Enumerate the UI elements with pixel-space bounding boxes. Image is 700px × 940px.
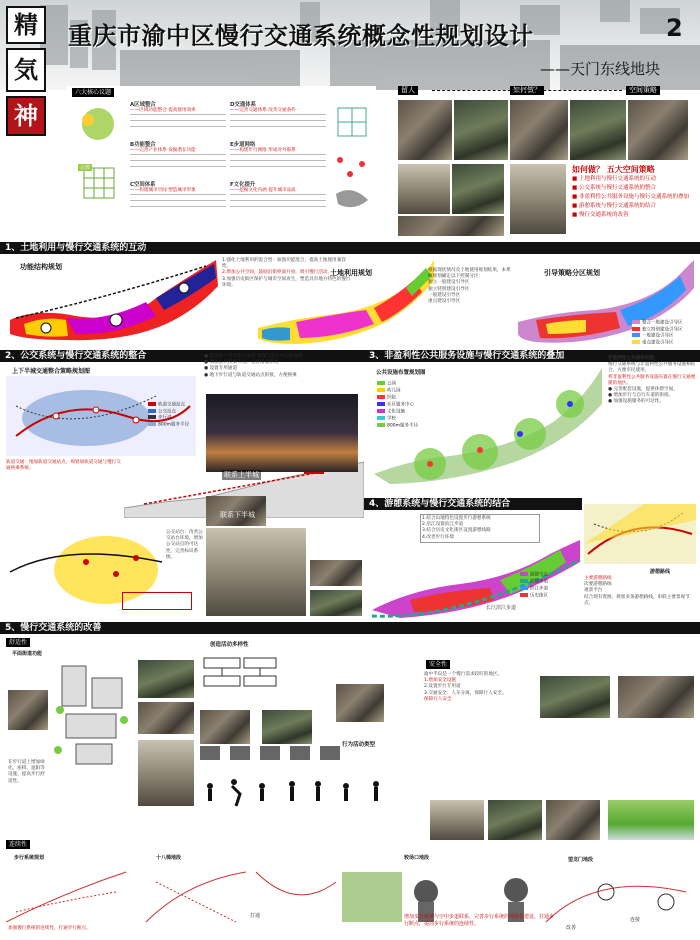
s5-comfort-photo-1: [8, 690, 48, 730]
s1-zones-text: 根据现状情况及土地使用规划结果，本系统规划确定以下控制分区： 独立一般建设引导区 独立特别建设引导区 一般建设引导区 重点建设引导区: [428, 268, 511, 305]
s1-function-structure-map: [6, 258, 220, 344]
street-photo-6: [398, 164, 450, 214]
s4-route-text: 主要游憩路线 次要游憩路线 观景平台 结合现有资源，规划多条游憩路线，串联主要景观节点。: [584, 576, 690, 606]
s5-continuity-note: 加强慢行系统的连续性，打通步行断点。: [8, 926, 91, 931]
section-2-title: 2、公交系统与慢行交通系统的整合: [0, 350, 364, 362]
section-5-title: 5、慢行交通系统的改善: [0, 622, 700, 634]
s5-safety-photo-4: [488, 800, 542, 840]
page-subtitle: ——天门东线地块: [540, 60, 661, 78]
s5-safety-photo-2: [618, 676, 694, 718]
s2-bus-photo-1: [310, 560, 362, 586]
page-title: 重庆市渝中区慢行交通系统概念性规划设计: [68, 22, 534, 50]
s5-comfort-photo-4: [138, 740, 194, 806]
core-issues-panel: [66, 86, 376, 238]
s4-route-map: [584, 504, 696, 564]
strategy-panel: [392, 86, 692, 238]
s5-sub-label-3: 改善: [566, 925, 577, 931]
core-issue-d: D交通体系 ——完善交通体系 改善交通条件: [230, 102, 326, 128]
s2-bus-station-photo: [206, 528, 306, 616]
core-issue-f: F文化提升 ——挖掘文化内涵 提升城市品质: [230, 182, 326, 208]
street-photo-9: [510, 164, 566, 234]
s5-comfort-plan: [52, 660, 132, 770]
s5-sub-label-2: 连接: [630, 917, 641, 923]
strategy-item-4: ■ 游憩系统与慢行交通系统的结合: [572, 203, 656, 209]
s2-photo-caption-lower: 联系下半城: [220, 511, 255, 519]
street-photo-3: [510, 100, 568, 160]
s5-continuity-label: 连续性: [6, 840, 30, 849]
s5-diversity-photo-1: [200, 710, 250, 744]
strategy-item-3: ■ 非盈利性公共服务设施与慢行交通系统的叠加: [572, 194, 689, 200]
s5-comfort-photo-3: [138, 702, 194, 734]
s5-comfort-photo-2: [138, 660, 194, 698]
s3-legend: 公园 幼儿园 医院 社区服务中心 文化设施 学校 800m服务半径: [376, 380, 419, 431]
s2-legend: 轨道交通站点 公交站点 步行道 800m服务半径: [148, 402, 189, 428]
section-3-title: 3、非盈利性公共服务设施与慢行交通系统的叠加: [364, 350, 700, 362]
street-photo-1: [398, 100, 452, 160]
s2-city-night-photo: [206, 394, 358, 472]
s2-photo-caption-upper: 联系上半城: [224, 471, 259, 479]
s5-comfort-note: 在步行道上增加绿化、座椅、遮阳等设施，提高步行舒适性。: [8, 760, 45, 784]
s4-notes: 1.结合山地特色设置步行游憩系统 2.沿江设置滨江步道 3.结合历史文化街区设置游憩线路 4.改善步行环境: [420, 514, 540, 543]
core-issues-map-labels: 宗教: [80, 165, 91, 171]
s5-safety-text: 渝中半岛是一个慢行需求较旺的地区。 1.增加安全设施 2.设置步行专用道 3.交通安全：人车分离，保障行人安全。 保障行人安全: [424, 672, 507, 702]
logo-column: [6, 6, 46, 140]
street-photo-5: [628, 100, 688, 160]
s5-safety-label: 安全性: [426, 660, 450, 669]
s5-diversity-photo-2: [262, 710, 312, 744]
core-issue-e: E步道网络 ——构建步行网络 形成对外联系: [230, 142, 326, 168]
s5-continuity-maps: [6, 862, 696, 928]
s5-safety-photo-3: [430, 800, 484, 840]
strategy-step-3: 空间策略: [626, 86, 660, 95]
s4-river-label: 长江滨江步道: [486, 605, 517, 611]
core-issues-diagram: [70, 100, 126, 210]
s5-bottom-note: 增加步行系统与空中步道联系，完善步行系统的网络化建设，打通步行断点，提高步行系统的连续性。: [404, 914, 555, 927]
s5-diversity-photo-3: [336, 684, 384, 722]
core-issues-title: 六大核心议题: [72, 88, 114, 97]
strategy-item-1: ■ 土地利用与慢行交通系统的互动: [572, 176, 656, 182]
s5-cont-map-3-title: 较场口地段: [404, 855, 430, 861]
s2-bus-note: 公交站台：改善公交站台环境，增加公交站点的可达性，完善标识系统。: [166, 530, 203, 560]
strategy-arrow: [432, 90, 622, 91]
s5-safety-photo-1: [540, 676, 610, 718]
strategy-step-2: 如何做？: [510, 86, 544, 95]
s2-map-title: 上下半城交通整合策略规划图: [12, 368, 91, 375]
s5-cont-map-4-title: 望龙门地段: [568, 857, 594, 863]
section-1-title: 1、土地利用与慢行交通系统的互动: [0, 242, 700, 254]
s1-land-use-map: [256, 258, 436, 346]
s5-diversity-label: 创造活动多样性: [210, 642, 249, 648]
s1-notes: 1.强化土地利用的混合型：加强功能混合，提高土地使用兼容性。 2.增加公共空间，鼓励沿街界面开放，吸引慢行活动。 3.加强历史街区保护与城市空间再生，塑造具有地方特色的慢行环境。: [222, 258, 351, 288]
street-photo-4: [570, 100, 626, 160]
s1-map-1-title: 功能结构规划: [20, 263, 62, 271]
s5-diversity-diagram: [200, 650, 280, 706]
s1-map-2-title: 土地利用规划: [330, 269, 372, 277]
street-photo-7: [452, 164, 504, 214]
logo-char-1: 精: [6, 6, 46, 44]
street-photo-2: [454, 100, 508, 160]
strategy-list: [572, 164, 690, 220]
s4-recreation-map: [370, 540, 582, 620]
logo-char-2: 気: [6, 48, 46, 92]
s5-diversity-note: 行为活动类型: [342, 742, 376, 748]
s1-zoning-legend: 整合一般建设引导区 独立特别建设引导区 一般建设引导区 重点建设引导区: [632, 320, 683, 346]
s5-cont-map-1-title: 步行系统规划: [14, 855, 45, 861]
s1-map-3-title: 引导策略分区规划: [544, 269, 600, 277]
strategy-item-2: ■ 公交系统与慢行交通系统的整合: [572, 185, 656, 191]
s2-red-note: 轨道交通：地加轨道交通站点，规划加轨道交通与慢行交通换乘系统。: [6, 460, 121, 472]
s2-bus-photo-2: [310, 590, 362, 616]
section-4-title: 4、游憩系统与慢行交通系统的结合: [364, 498, 582, 510]
s5-safety-photo-6: [608, 800, 694, 840]
page-number: 2: [666, 14, 683, 42]
s5-comfort-label: 舒适性: [6, 638, 30, 647]
s4-legend: 游憩节点 游憩步道 滨江步道 历史街区: [520, 572, 548, 600]
street-photo-8: [398, 216, 504, 236]
s5-sub-label-1: 打通: [250, 913, 261, 919]
core-issue-a: A区域整合 ——区域功能整合 提高使用效率: [130, 102, 226, 128]
strategy-title: 如何做？ 五大空间策略: [572, 165, 655, 174]
core-issue-c: C空间体系 ——构建城市空间 塑造城市形象: [130, 182, 226, 208]
s5-cont-map-2-title: 十八梯地段: [156, 855, 182, 861]
s5-comfort-sub: 平面街道功能: [12, 651, 43, 657]
strategy-step-1: 留人: [398, 86, 418, 95]
core-issue-b: B功能整合 ——完善产业体系 发掘潜在功能: [130, 142, 226, 168]
logo-char-3: 神: [6, 96, 46, 136]
s4-route-title: 游憩路线: [650, 569, 671, 575]
s3-map-title: 公共设施布置规划图: [376, 370, 426, 376]
s5-safety-photo-5: [546, 800, 600, 840]
core-issues-network-diagram: [332, 104, 372, 214]
s2-notes: ● 增加地下空间步行通道 加强与商业中心的联系 ● 增加公共换乘节点，完善接驳系统 ● 设置专用通道 ● 地下步行道与轨道交通站点衔接，方便换乘: [204, 354, 303, 378]
s3-text: 非盈利性公共服务设施： 慢行交通系统与非盈利性公共服务设施相结合，方便市民使用。 将非盈利性公共服务设施布置在慢行交通便捷的地区。 ● 完善配套设施，提供休憩空间。 ● 增加步行与自行车道的衔接。 ● 加强设施服务的可达性。: [608, 356, 696, 405]
strategy-item-5: ■ 慢行交通系统的改善: [572, 212, 629, 218]
s5-activity-figures: [200, 746, 396, 812]
s2-legend-red-box: [122, 592, 192, 610]
